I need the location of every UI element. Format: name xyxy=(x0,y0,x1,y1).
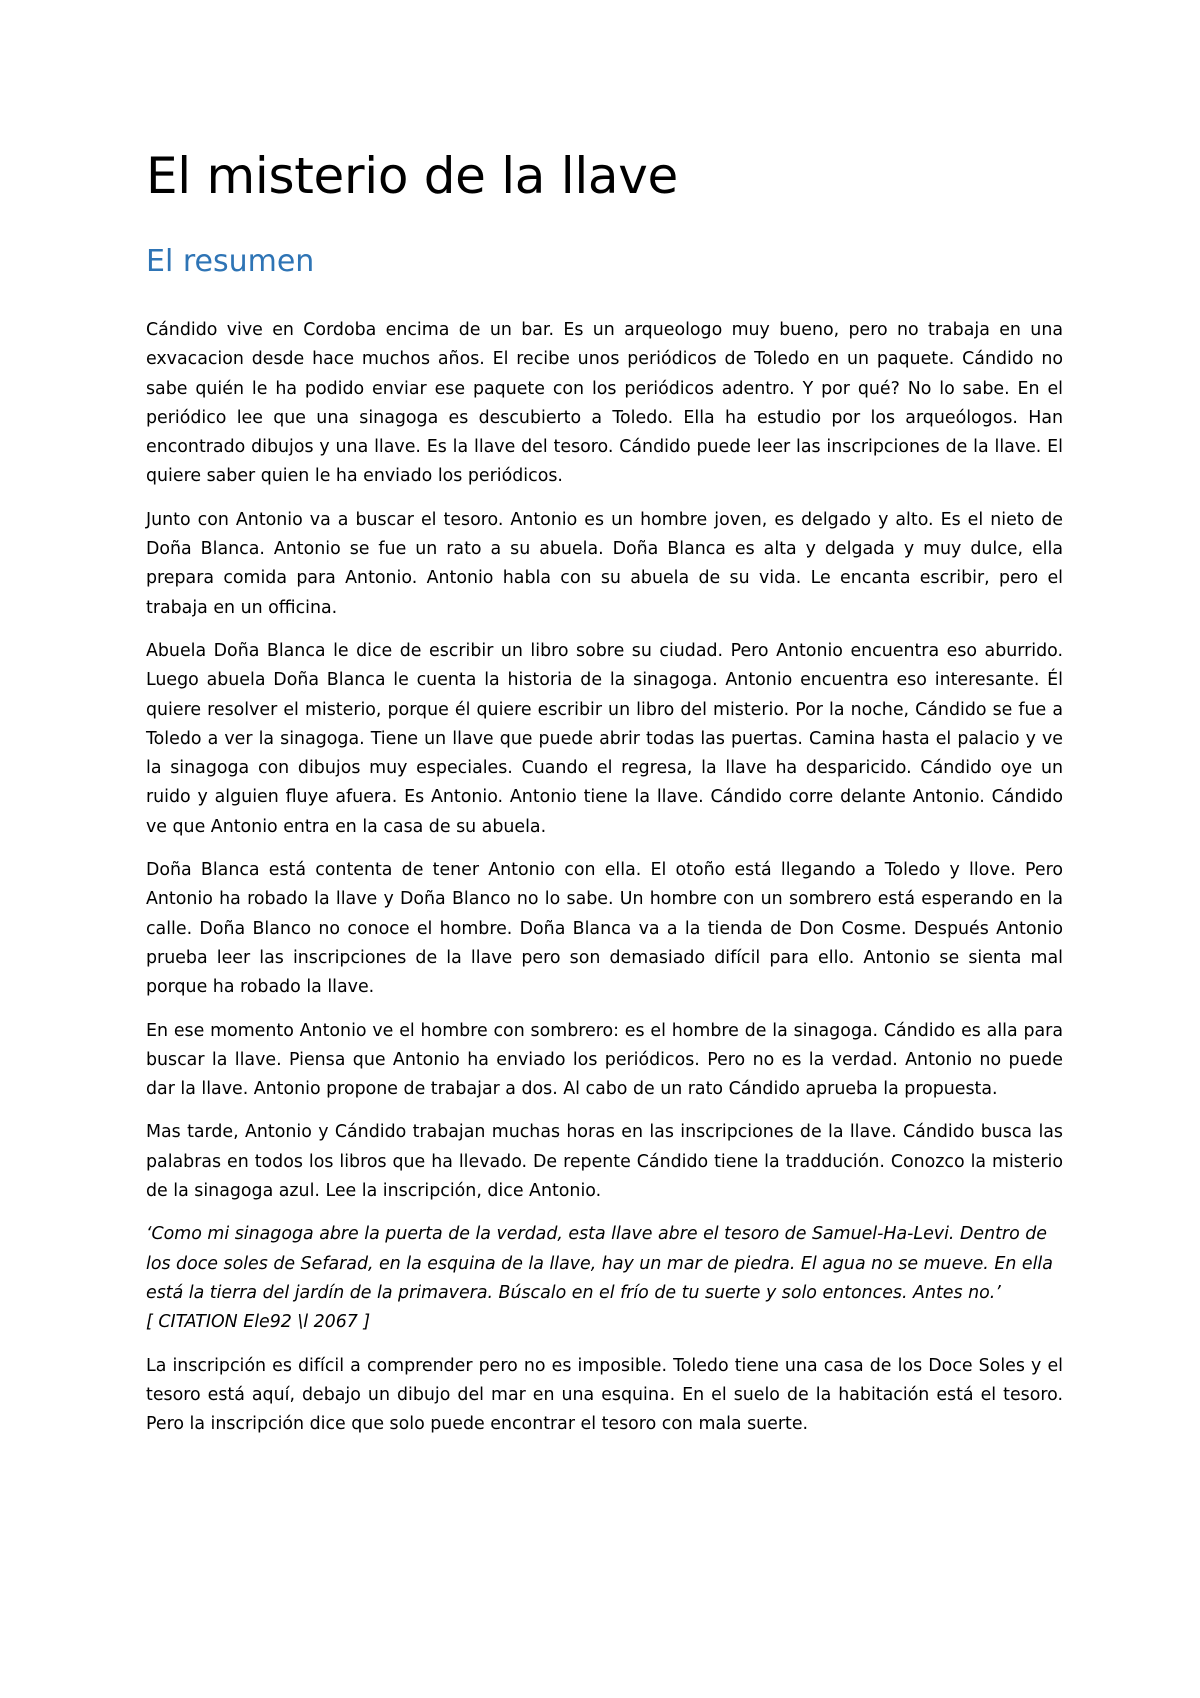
paragraph-final: La inscripción es difícil a comprender pero no es imposible. Toledo tiene una casa de los Doce Soles y el tesoro está aquí, debajo un dibujo del mar en una esquina. En el suelo de la habitación está el tesoro. Pero la inscripción dice que solo puede encontrar el tesoro con mala suerte. xyxy=(146,1355,1063,1435)
document-title: El misterio de la llave xyxy=(146,147,679,205)
paragraph-6: Mas tarde, Antonio y Cándido trabajan muchas horas en las inscripciones de la llave. Cándido busca las palabras en todos los libros que ha llevado. De repente Cándido tiene la traddución. Conozco la misterio de la sinagoga azul. Lee la inscripción, dice Antonio. xyxy=(146,1122,1063,1202)
citation-field: [ CITATION Ele92 \l 2067 ] xyxy=(146,1312,371,1333)
paragraph-4: Doña Blanca está contenta de tener Antonio con ella. El otoño está llegando a Toledo y llove. Pero Antonio ha robado la llave y Doña Blanco no lo sabe. Un hombre con un sombrero está esperando en la calle. Doña Blanco no conoce el hombre. Doña Blanca va a la tienda de Don Cosme. Después Antonio prueba leer las inscripciones de la llave pero son demasiado difícil para ello. Antonio se sienta mal porque ha robado la llave. xyxy=(146,860,1063,998)
quote-text: ‘Como mi sinagoga abre la puerta de la verdad, esta llave abre el tesoro de Samuel-Ha-Levi. Dentro de los doce soles de Sefarad, en la esquina de la llave, hay un mar de piedra. El agua no se mueve. En ella está la tierra del jardín de la primavera. Búscalo en el frío de tu suerte y solo entonces. Antes no.’ xyxy=(146,1224,1053,1303)
paragraph-1: Cándido vive en Cordoba encima de un bar. Es un arqueologo muy bueno, pero no trabaja en una exvacacion desde hace muchos años. El recibe unos periódicos de Toledo en un paquete. Cándido no sabe quién le ha podido enviar ese paquete con los periódicos adentro. Y por qué? No lo sabe. En el periódico lee que una sinagoga es descubierto a Toledo. Ella ha estudio por los arqueólogos. Han encontrado dibujos y una llave. Es la llave del tesoro. Cándido puede leer las inscripciones de la llave. El quiere saber quien le ha enviado los periódicos. xyxy=(146,320,1063,487)
paragraph-5: En ese momento Antonio ve el hombre con sombrero: es el hombre de la sinagoga. Cándido es alla para buscar la llave. Piensa que Antonio ha enviado los periódicos. Pero no es la verdad. Antonio no puede dar la llave. Antonio propone de trabajar a dos. Al cabo de un rato Cándido aprueba la propuesta. xyxy=(146,1020,1063,1100)
document-body xyxy=(146,140,1063,1453)
paragraph-3: Abuela Doña Blanca le dice de escribir un libro sobre su ciudad. Pero Antonio encuentra eso aburrido. Luego abuela Doña Blanca le cuenta la historia de la sinagoga. Antonio encuentra eso interesante. Él quiere resolver el misterio, porque él quiere escribir un libro del misterio. Por la noche, Cándido se fue a Toledo a ver la sinagoga. Tiene un llave que puede abrir todas las puertas. Camina hasta el palacio y ve la sinagoga con dibujos muy especiales. Cuando el regresa, la llave ha desparicido. Cándido oye un ruido y alguien fluye afuera. Es Antonio. Antonio tiene la llave. Cándido corre delante Antonio. Cándido ve que Antonio entra en la casa de su abuela. xyxy=(146,640,1063,837)
paragraph-2: Junto con Antonio va a buscar el tesoro. Antonio es un hombre joven, es delgado y alto. Es el nieto de Doña Blanca. Antonio se fue un rato a su abuela. Doña Blanca es alta y delgada y muy dulce, ella prepara comida para Antonio. Antonio habla con su abuela de su vida. Le encanta escribir, pero el trabaja en un officina. xyxy=(146,509,1063,618)
inscription-quote xyxy=(146,1220,1063,1337)
section-heading: El resumen xyxy=(146,244,315,279)
